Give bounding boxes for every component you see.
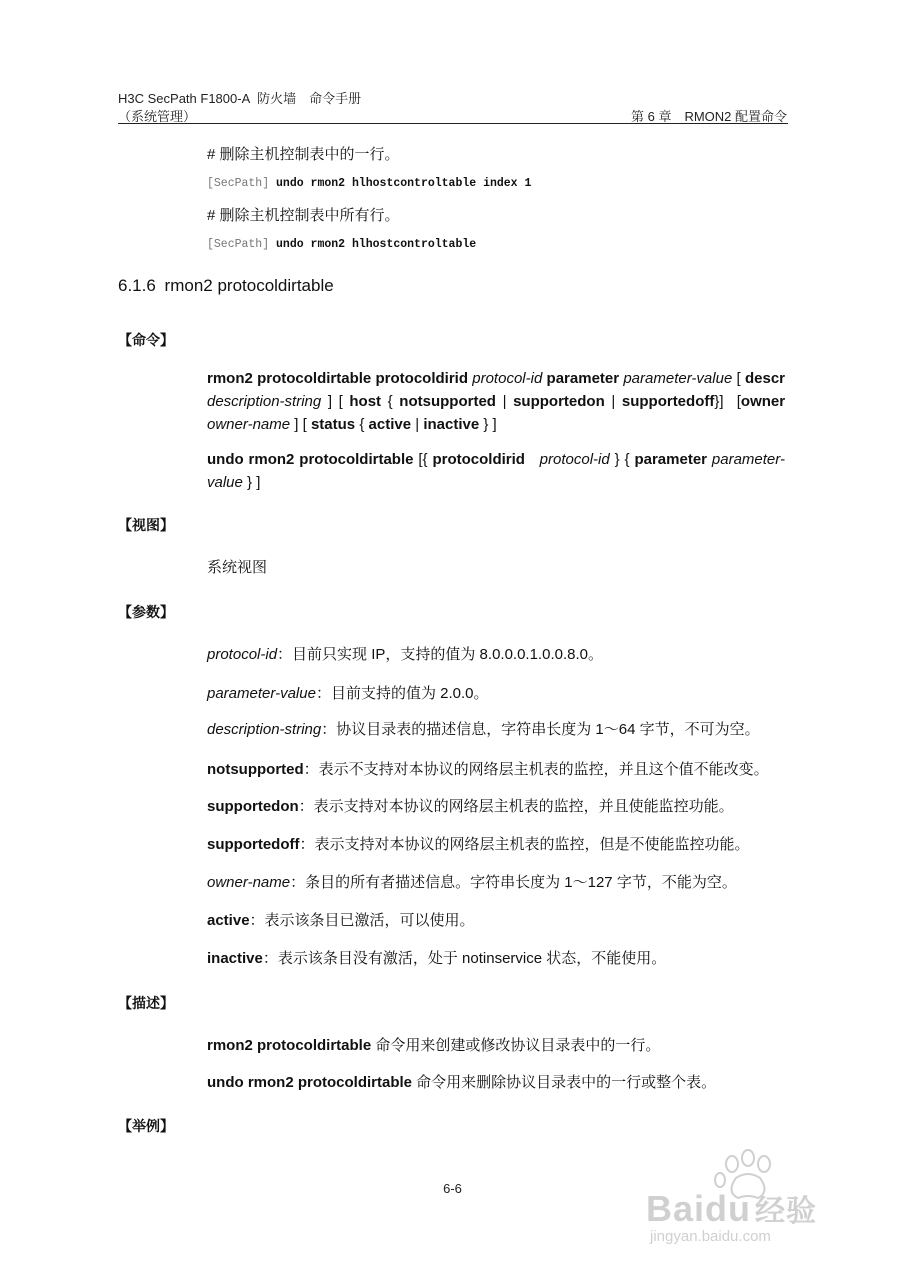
syntax-symbol: }] xyxy=(714,393,724,410)
syntax-keyword: host xyxy=(349,393,382,410)
syntax-symbol: | xyxy=(611,393,616,410)
param-item xyxy=(207,909,475,930)
syntax-keyword: parameter xyxy=(546,370,620,387)
syntax-symbol: } ] xyxy=(483,416,497,433)
param-text: ：表示不支持对本协议的网络层主机表的监控，并且这个值不能改变。 xyxy=(303,761,769,778)
param-item xyxy=(207,682,488,703)
example-comment: # 删除主机控制表中的一行。 xyxy=(207,146,400,163)
param-name: protocol-id xyxy=(207,646,278,663)
syntax-symbol: [{ xyxy=(418,451,428,468)
param-text: ：目前支持的值为 2.0.0。 xyxy=(315,685,489,702)
param-text: ：表示该条目已激活，可以使用。 xyxy=(249,912,475,929)
syntax-line-2 xyxy=(207,448,785,494)
description-text: 命令用来删除协议目录表中的一行或整个表。 xyxy=(412,1074,717,1091)
example-prompt: [SecPath] xyxy=(207,238,270,251)
example-code xyxy=(207,238,476,251)
watermark-brand: Baidu xyxy=(646,1188,752,1229)
syntax-symbol: { xyxy=(387,393,393,410)
param-name: description-string xyxy=(207,721,322,738)
description-line xyxy=(207,1034,660,1055)
param-text: ：协议目录表的描述信息，字符串长度为 1～64 字节，不可为空。 xyxy=(321,721,760,738)
syntax-keyword: rmon2 protocoldirtable protocoldirid xyxy=(207,370,468,387)
syntax-argument: protocol-id xyxy=(472,370,543,387)
baidu-watermark xyxy=(640,1148,860,1248)
param-name: supportedon xyxy=(207,798,299,815)
description-text: 命令用来创建或修改协议目录表中的一行。 xyxy=(371,1037,661,1054)
watermark-brand-cn: 经验 xyxy=(755,1195,818,1228)
section-title: rmon2 protocoldirtable xyxy=(164,276,334,295)
syntax-symbol: [ xyxy=(736,393,741,410)
description-command: rmon2 protocoldirtable xyxy=(207,1037,372,1054)
label-command: 【命令】 xyxy=(118,332,174,348)
header-manual-type: 防火墙 命令手册 xyxy=(257,91,362,106)
header-rule xyxy=(118,123,788,124)
param-item xyxy=(207,871,737,892)
syntax-keyword: undo rmon2 protocoldirtable xyxy=(207,451,414,468)
description-line xyxy=(207,1071,716,1092)
syntax-symbol: [ xyxy=(736,370,741,387)
syntax-symbol: ] xyxy=(327,393,332,410)
param-item xyxy=(207,947,666,968)
watermark-url: jingyan.baidu.com xyxy=(650,1228,771,1245)
syntax-symbol: } ] xyxy=(247,474,261,491)
section-heading xyxy=(118,276,334,296)
param-item xyxy=(207,643,603,664)
example-prompt: [SecPath] xyxy=(207,177,270,190)
param-text: ：条目的所有者描述信息。字符串长度为 1～127 字节，不能为空。 xyxy=(290,874,737,891)
header-product: H3C SecPath F1800-A xyxy=(118,91,250,106)
syntax-keyword: notsupported xyxy=(399,393,496,410)
syntax-keyword: status xyxy=(310,416,356,433)
section-number: 6.1.6 xyxy=(118,276,156,295)
label-example: 【举例】 xyxy=(118,1118,174,1134)
param-name: supportedoff xyxy=(207,836,300,853)
syntax-keyword: parameter xyxy=(634,451,707,468)
syntax-argument: description-string xyxy=(207,393,322,410)
syntax-symbol: [ xyxy=(338,393,343,410)
syntax-line-1 xyxy=(207,367,785,436)
syntax-keyword: owner xyxy=(740,393,786,410)
view-text: 系统视图 xyxy=(207,559,268,576)
param-text: ：目前只实现 IP，支持的值为 8.0.0.0.1.0.0.8.0。 xyxy=(277,646,603,663)
param-item xyxy=(207,718,760,739)
param-text: ：表示支持对本协议的网络层主机表的监控，并且使能监控功能。 xyxy=(298,798,734,815)
param-text: ：表示该条目没有激活，处于 notinservice 状态，不能使用。 xyxy=(262,950,667,967)
syntax-symbol: } { xyxy=(614,451,630,468)
syntax-keyword: inactive xyxy=(423,416,480,433)
syntax-keyword: supportedon xyxy=(513,393,605,410)
syntax-keyword: active xyxy=(368,416,412,433)
syntax-argument: owner-name xyxy=(207,416,291,433)
syntax-argument: parameter-value xyxy=(623,370,733,387)
example-command: undo rmon2 hlhostcontroltable index 1 xyxy=(276,177,532,190)
example-command: undo rmon2 hlhostcontroltable xyxy=(276,238,477,251)
param-text: ：表示支持对本协议的网络层主机表的监控，但是不使能监控功能。 xyxy=(299,836,750,853)
syntax-argument: parameter-value xyxy=(207,451,785,491)
param-item xyxy=(207,833,750,854)
header-chapter: 第 6 章 RMON2 配置命令 xyxy=(630,109,787,124)
param-name: owner-name xyxy=(207,874,291,891)
syntax-symbol: | xyxy=(415,416,420,433)
page-number: 6-6 xyxy=(443,1181,462,1196)
label-view: 【视图】 xyxy=(118,517,174,533)
label-desc: 【描述】 xyxy=(118,995,174,1011)
param-item xyxy=(207,795,734,816)
syntax-symbol: ] xyxy=(294,416,299,433)
example-comment: # 删除主机控制表中所有行。 xyxy=(207,207,400,224)
syntax-symbol: [ xyxy=(302,416,307,433)
example-code xyxy=(207,177,531,190)
param-name: inactive xyxy=(207,950,263,967)
syntax-symbol: | xyxy=(502,393,507,410)
syntax-keyword: protocoldirid xyxy=(432,451,525,468)
param-name: notsupported xyxy=(207,761,304,778)
header-title-line xyxy=(118,88,361,107)
header-volume: （系统管理） xyxy=(118,109,197,124)
syntax-argument: protocol-id xyxy=(539,451,610,468)
param-name: active xyxy=(207,912,250,929)
param-item xyxy=(207,758,769,779)
param-name: parameter-value xyxy=(207,685,316,702)
description-command: undo rmon2 protocoldirtable xyxy=(207,1074,412,1091)
syntax-keyword: descr xyxy=(744,370,785,387)
syntax-keyword: supportedoff xyxy=(621,393,715,410)
syntax-symbol: { xyxy=(359,416,365,433)
label-params: 【参数】 xyxy=(118,604,174,620)
